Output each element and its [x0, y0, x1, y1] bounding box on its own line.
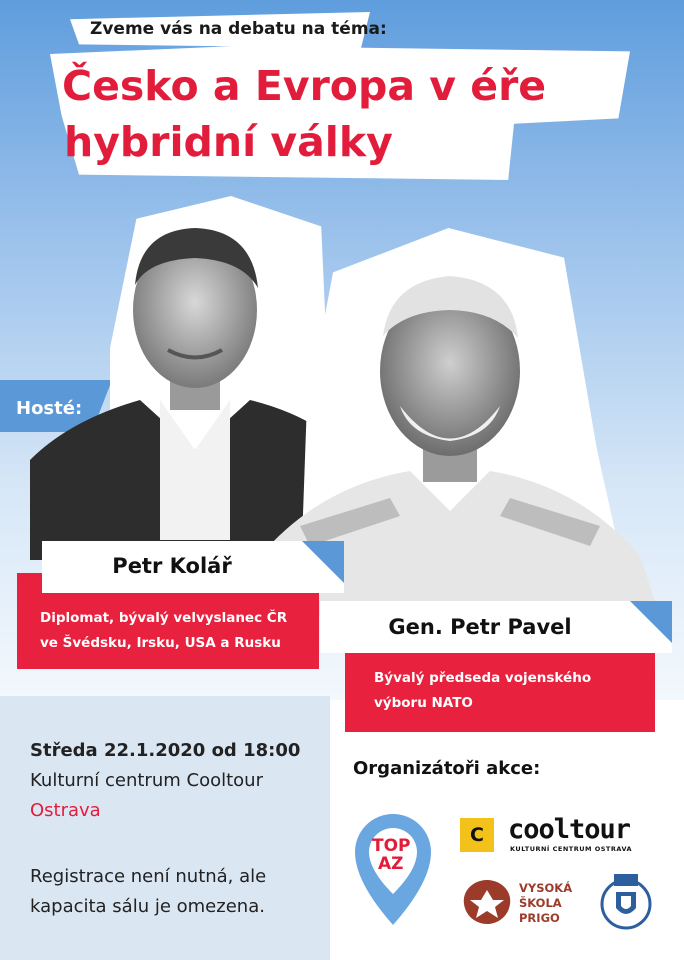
guest-1-name: Petr Kolář	[112, 554, 232, 578]
title-line-2: hybridní války	[64, 118, 393, 166]
event-title	[62, 58, 622, 170]
topaz-text-top: TOP	[372, 836, 411, 856]
guest-1-desc-line-2: ve Švédsku, Irsku, USA a Rusku	[40, 635, 281, 651]
cooltour-subtitle: KULTURNÍ CENTRUM OSTRAVA	[510, 845, 633, 853]
guest-2-desc-line-2: výboru NATO	[374, 695, 473, 711]
registration-note-line-1: Registrace není nutná, ale	[30, 866, 267, 887]
crest-emblem	[600, 870, 652, 932]
cooltour-name: cooltour	[508, 814, 631, 845]
guests-label: Hosté:	[16, 398, 83, 419]
guest-1-desc-line-1: Diplomat, bývalý velvyslanec ČR	[40, 610, 288, 626]
event-info-panel	[0, 696, 330, 960]
topaz-text-bottom: AZ	[378, 854, 404, 874]
registration-note-line-2: kapacita sálu je omezena.	[30, 896, 265, 917]
guest-2-name: Gen. Petr Pavel	[388, 615, 572, 639]
event-datetime: Středa 22.1.2020 od 18:00	[30, 740, 301, 761]
guest-2-tag-corner	[630, 601, 672, 643]
prigo-line-2: ŠKOLA	[519, 896, 562, 910]
title-line-1: Česko a Evropa v éře	[62, 62, 547, 110]
guest-1-tag-corner	[302, 541, 344, 583]
prigo-line-1: VYSOKÁ	[519, 881, 573, 895]
kicker-text: Zveme vás na debatu na téma:	[90, 19, 387, 39]
guest-2-desc-line-1: Bývalý předseda vojenského	[374, 670, 592, 686]
event-venue: Kulturní centrum Cooltour	[30, 770, 263, 791]
cooltour-mark-letter: C	[470, 824, 484, 846]
event-city: Ostrava	[30, 800, 101, 821]
organizers-label: Organizátoři akce:	[353, 758, 541, 779]
prigo-line-3: PRIGO	[519, 911, 560, 925]
prigo-logo-icon	[460, 878, 514, 926]
